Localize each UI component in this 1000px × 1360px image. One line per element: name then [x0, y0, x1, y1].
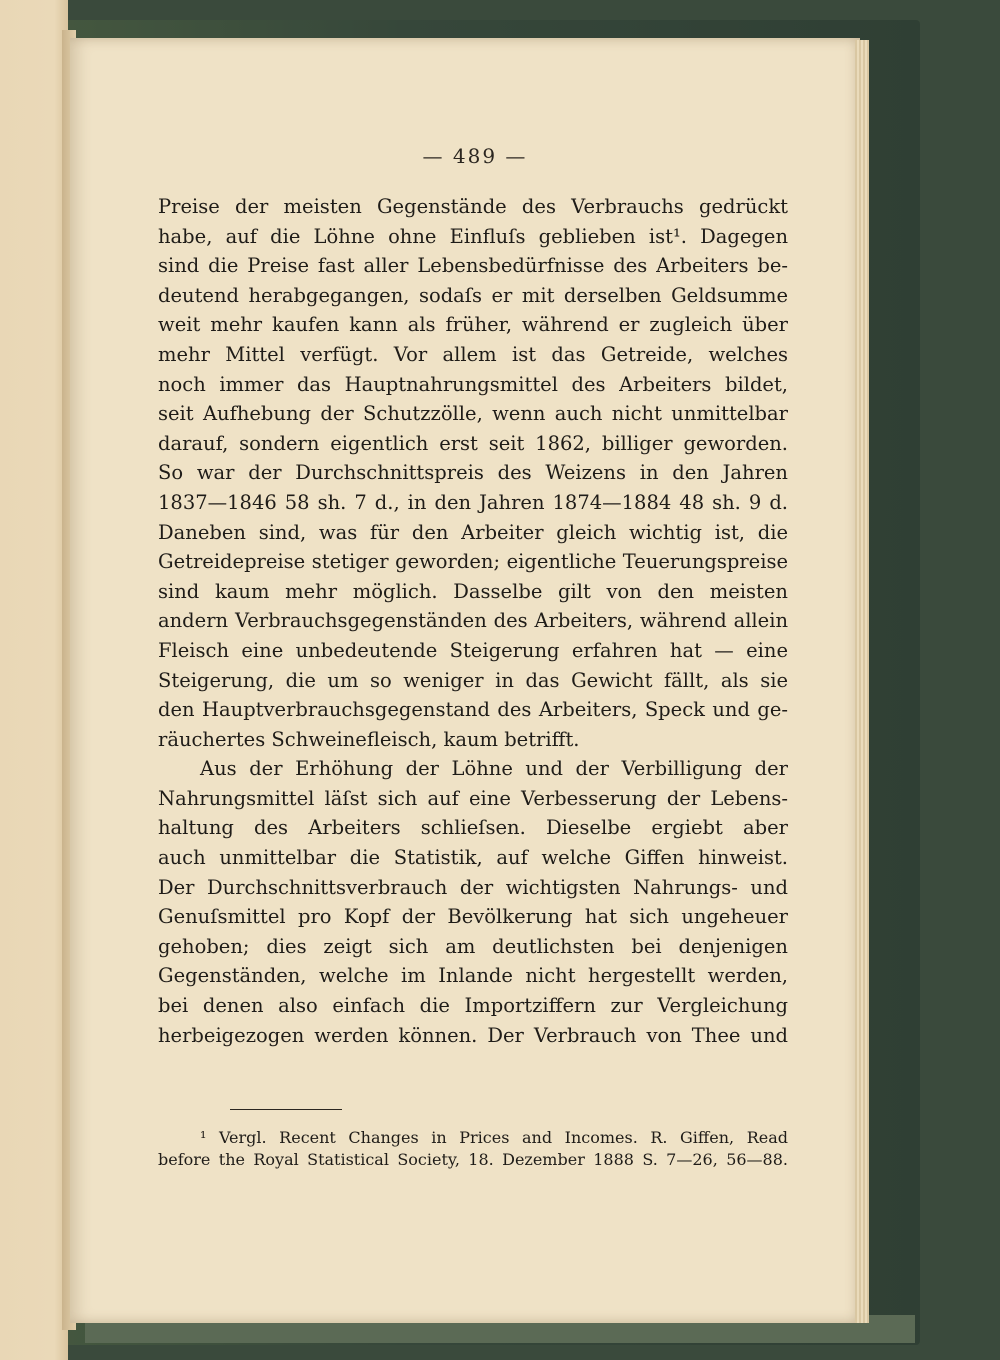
footnote-divider [230, 1109, 342, 1110]
text-line: Der Durchschnittsverbrauch der wichtigsten Nahrungs- und [158, 875, 788, 899]
text-line: Preise der meisten Gegenstände des Verbrauchs gedrückt [158, 195, 788, 218]
text-line: Daneben sind, was für den Arbeiter gleich wichtig ist, die [158, 520, 788, 544]
text-line: 1837—1846 58 sh. 7 d., in den Jahren 1874—1884 48 sh. 9 d. [158, 490, 788, 514]
text-line: auch unmittelbar die Statistik, auf welche Giffen hinweist. [158, 846, 788, 870]
text-line: So war der Durchschnittspreis des Weizens in den Jahren [158, 461, 788, 485]
text-line: seit Aufhebung der Schutzzölle, wenn auch nicht unmittelbar [158, 402, 788, 426]
text-line: räuchertes Schweinefleisch, kaum betrifft. [158, 727, 580, 751]
text-line: darauf, sondern eigentlich erst seit 1862, billiger geworden. [158, 431, 788, 455]
text-line: Aus der Erhöhung der Löhne und der Verbilligung der [200, 757, 788, 781]
text-line: Genuſsmittel pro Kopf der Bevölkerung hat sich ungeheuer [158, 905, 788, 929]
text-line: den Hauptverbrauchsgegenstand des Arbeiters, Speck und ge- [158, 698, 788, 722]
text-line: Nahrungsmittel läſst sich auf eine Verbesserung der Lebens- [158, 786, 788, 810]
page-number: — 489 — [422, 144, 528, 168]
text-line: Getreidepreise stetiger geworden; eigentliche Teuerungspreise [158, 550, 788, 574]
text-line: herbeigezogen werden können. Der Verbrauch von Thee und [158, 1023, 788, 1047]
left-page-edge [0, 0, 68, 1360]
text-line: Steigerung, die um so weniger in das Gewicht fällt, als sie [158, 668, 788, 692]
text-line: sind kaum mehr möglich. Dasselbe gilt von den meisten [158, 579, 788, 603]
footnote-line: ¹ Vergl. Recent Changes in Prices and Incomes. R. Giffen, Read [200, 1128, 788, 1147]
book-page [70, 38, 860, 1323]
text-line: weit mehr kaufen kann als früher, während er zugleich über [158, 313, 788, 337]
footnote [158, 1127, 788, 1171]
text-line: Gegenständen, welche im Inlande nicht hergestellt werden, [158, 964, 788, 988]
footnote-line: before the Royal Statistical Society, 18. Dezember 1888 S. 7—26, 56—88. [158, 1150, 788, 1169]
text-line: mehr Mittel verfügt. Vor allem ist das Getreide, welches [158, 342, 788, 366]
page-stack-edge [855, 40, 869, 1323]
text-line: noch immer das Hauptnahrungsmittel des Arbeiters bildet, [158, 372, 788, 396]
text-line: habe, auf die Löhne ohne Einfluſs geblieben ist¹. Dagegen [158, 224, 788, 248]
text-line: sind die Preise fast aller Lebensbedürfnisse des Arbeiters be- [158, 254, 788, 278]
text-line: Fleisch eine unbedeutende Steigerung erfahren hat — eine [158, 638, 788, 662]
text-line: andern Verbrauchsgegenständen des Arbeiters, während allein [158, 609, 788, 633]
text-line: deutend herabgegangen, sodaſs er mit derselben Geldsumme [158, 283, 788, 307]
text-line: gehoben; dies zeigt sich am deutlichsten bei denjenigen [158, 934, 788, 958]
body-text [158, 192, 788, 1050]
text-line: haltung des Arbeiters schlieſsen. Dieselbe ergiebt aber [158, 816, 788, 840]
text-line: bei denen also einfach die Importziffern zur Vergleichung [158, 994, 788, 1018]
